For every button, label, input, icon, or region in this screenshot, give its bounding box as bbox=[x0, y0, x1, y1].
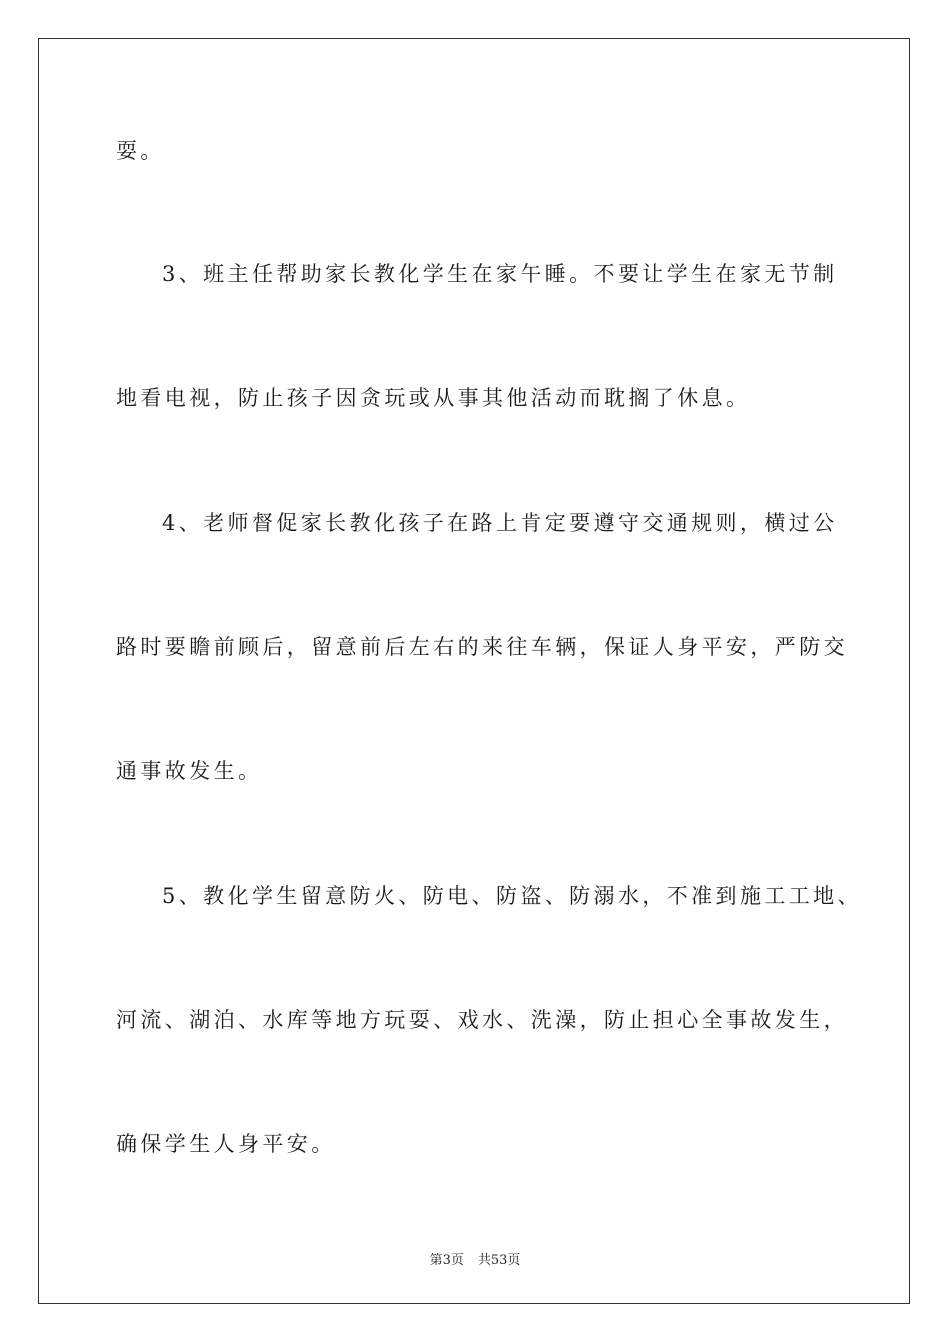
page-footer bbox=[0, 1249, 950, 1268]
text-line-3: 地看电视，防止孩子因贪玩或从事其他活动而耽搁了休息。 bbox=[116, 386, 751, 410]
page-total: 共53页 bbox=[477, 1253, 521, 1268]
text-line-5: 路时要瞻前顾后，留意前后左右的来往车辆，保证人身平安，严防交 bbox=[116, 635, 848, 659]
page-number: 第3页 bbox=[429, 1253, 464, 1268]
text-line-4: 4、老师督促家长教化孩子在路上肯定要遵守交通规则，横过公 bbox=[162, 511, 838, 535]
text-line-2: 3、班主任帮助家长教化学生在家午睡。不要让学生在家无节制 bbox=[162, 262, 838, 286]
text-line-9: 确保学生人身平安。 bbox=[116, 1132, 336, 1156]
text-line-7: 5、教化学生留意防火、防电、防盗、防溺水，不准到施工工地、 bbox=[162, 884, 862, 908]
text-line-6: 通事故发生。 bbox=[116, 759, 263, 783]
text-line-1: 耍。 bbox=[116, 139, 165, 163]
text-line-8: 河流、湖泊、水库等地方玩耍、戏水、洗澡，防止担心全事故发生， bbox=[116, 1008, 848, 1032]
page-frame bbox=[38, 38, 910, 1304]
